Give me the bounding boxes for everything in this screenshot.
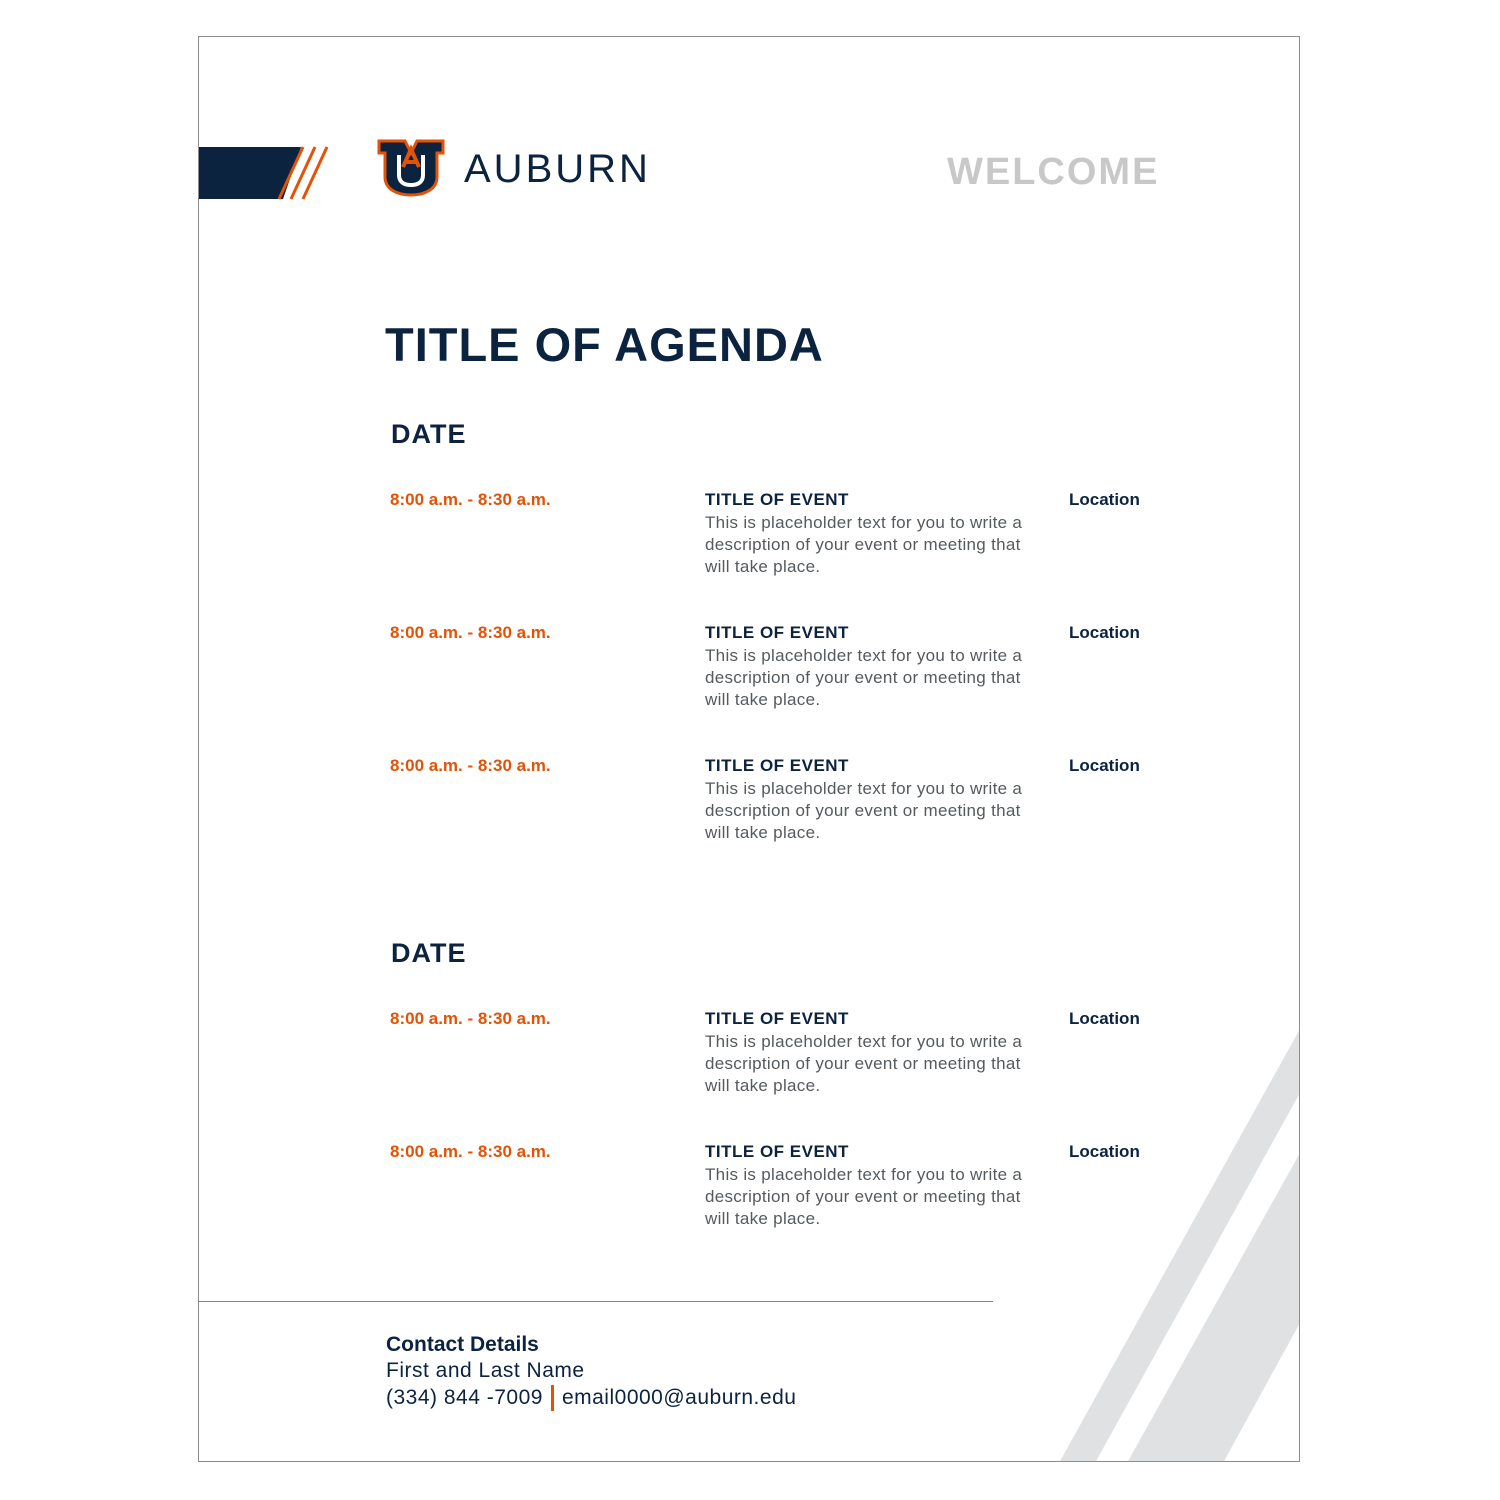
event-location: Location — [1069, 756, 1140, 775]
event-row — [199, 623, 1300, 733]
contact-phone: (334) 844 -7009 — [386, 1386, 543, 1409]
welcome-heading: WELCOME — [947, 151, 1160, 193]
au-logo-icon — [375, 137, 447, 199]
event-title: TITLE OF EVENT — [705, 756, 849, 775]
event-row — [199, 490, 1300, 600]
event-row — [199, 756, 1300, 866]
event-location: Location — [1069, 1009, 1140, 1028]
event-time: 8:00 a.m. - 8:30 a.m. — [390, 756, 551, 775]
event-title: TITLE OF EVENT — [705, 623, 849, 642]
contact-email[interactable]: email0000@auburn.edu — [561, 1386, 797, 1409]
date-heading: DATE — [391, 938, 467, 968]
event-title: TITLE OF EVENT — [705, 490, 849, 509]
event-time: 8:00 a.m. - 8:30 a.m. — [390, 1142, 551, 1161]
event-time: 8:00 a.m. - 8:30 a.m. — [390, 490, 551, 509]
event-description: This is placeholder text for you to write a description of your event or meeting that will take place. — [705, 513, 1023, 576]
event-description: This is placeholder text for you to write a description of your event or meeting that will take place. — [705, 779, 1023, 842]
contact-separator — [551, 1385, 554, 1411]
event-location: Location — [1069, 623, 1140, 642]
footer-divider — [199, 1301, 993, 1302]
event-location: Location — [1069, 1142, 1140, 1161]
contact-name: First and Last Name — [386, 1359, 585, 1382]
contact-heading: Contact Details — [386, 1333, 539, 1356]
event-location: Location — [1069, 490, 1140, 509]
contact-info-line — [386, 1385, 796, 1411]
event-time: 8:00 a.m. - 8:30 a.m. — [390, 1009, 551, 1028]
date-heading: DATE — [391, 419, 467, 449]
agenda-title: TITLE OF AGENDA — [385, 318, 824, 371]
event-time: 8:00 a.m. - 8:30 a.m. — [390, 623, 551, 642]
brand-wordmark: AUBURN — [464, 147, 651, 191]
header-stripe-graphic — [199, 145, 344, 201]
event-description: This is placeholder text for you to write a description of your event or meeting that will take place. — [705, 646, 1023, 709]
event-title: TITLE OF EVENT — [705, 1009, 849, 1028]
event-title: TITLE OF EVENT — [705, 1142, 849, 1161]
event-description: This is placeholder text for you to write a description of your event or meeting that will take place. — [705, 1032, 1023, 1095]
event-description: This is placeholder text for you to write a description of your event or meeting that will take place. — [705, 1165, 1023, 1228]
agenda-page — [198, 36, 1300, 1462]
footer-stripe-graphic — [1039, 1027, 1300, 1462]
